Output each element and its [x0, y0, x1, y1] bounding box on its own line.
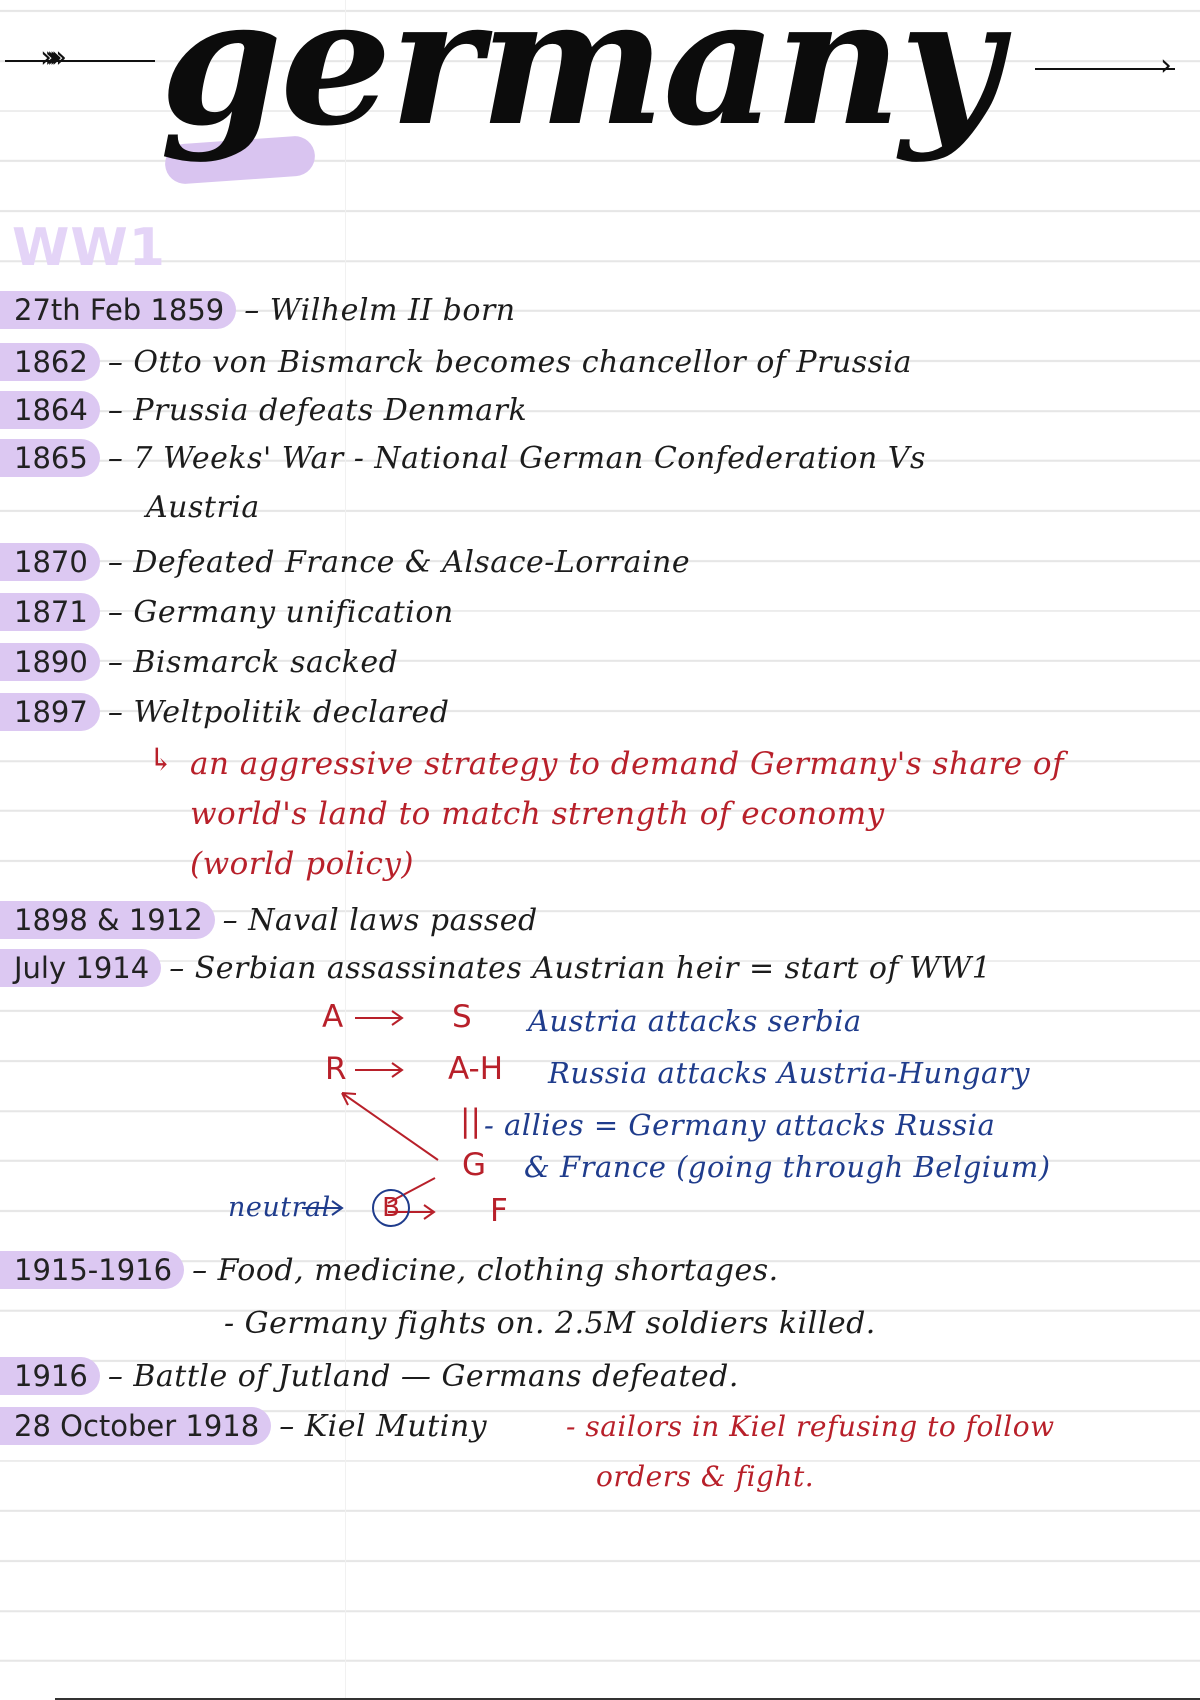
timeline-entry: [0, 288, 516, 332]
entry-text: – Otto von Bismarck becomes chancellor of Prussia: [108, 345, 912, 380]
page-title: germany: [160, 0, 1000, 165]
arrow-r-to-ah: [355, 1063, 402, 1077]
entry-date: 1915-1916: [0, 1251, 184, 1289]
entry-date: 1890: [0, 643, 100, 681]
timeline-entry: [0, 340, 912, 384]
timeline-entry: [0, 1354, 739, 1398]
neutral-label: neutral: [228, 1192, 331, 1223]
entry-text: – Food, medicine, clothing shortages.: [192, 1253, 779, 1288]
timeline-entry: [0, 898, 538, 942]
kiel-note-line: orders & fight.: [596, 1460, 815, 1493]
entry-text: – Battle of Jutland — Germans defeated.: [108, 1359, 739, 1394]
weltpolitik-note-line: world's land to match strength of economy: [190, 796, 885, 832]
entry-text: – Bismarck sacked: [108, 645, 399, 680]
entry-text: – Wilhelm II born: [244, 293, 515, 328]
entry-text: – Kiel Mutiny: [279, 1409, 487, 1444]
node-serbia: S: [452, 999, 472, 1035]
entry-date: 1897: [0, 693, 100, 731]
entry-date: 1898 & 1912: [0, 901, 215, 939]
entry-text: – Serbian assassinates Austrian heir = start of WW1: [169, 951, 991, 986]
entry-text: – Prussia defeats Denmark: [108, 393, 527, 428]
timeline-entry: [0, 590, 454, 634]
entry-continuation: Austria: [146, 490, 260, 525]
diagram-note: Russia attacks Austria-Hungary: [548, 1056, 1030, 1090]
arrow-head-icon: ›: [1160, 48, 1172, 83]
entry-continuation: - Germany fights on. 2.5M soldiers killed.: [224, 1306, 876, 1341]
allies-mark: ||: [460, 1103, 481, 1139]
weltpolitik-note-line: an aggressive strategy to demand Germany's share of: [190, 746, 1065, 782]
node-germany: G: [462, 1147, 487, 1183]
arrow-fletching-icon: »»»: [40, 40, 54, 75]
diagram-note: & France (going through Belgium): [524, 1150, 1051, 1184]
weltpolitik-note-arrow: ↳: [148, 742, 175, 778]
entry-date: 1916: [0, 1357, 100, 1395]
diagram-note: Austria attacks serbia: [528, 1004, 862, 1038]
weltpolitik-note-line: (world policy): [190, 846, 415, 882]
entry-date: 1871: [0, 593, 100, 631]
kiel-note-line: - sailors in Kiel refusing to follow: [566, 1410, 1055, 1443]
node-russia: R: [325, 1051, 347, 1087]
arrow-a-to-s: [355, 1011, 402, 1025]
timeline-entry: [0, 1404, 487, 1448]
timeline-entry: [0, 540, 690, 584]
node-belgium: B: [372, 1189, 410, 1227]
entry-date: 1865: [0, 439, 100, 477]
arrow-g-to-r: [342, 1093, 438, 1160]
entry-date: July 1914: [0, 949, 161, 987]
section-heading: WW1: [12, 218, 166, 278]
timeline-entry: [0, 1248, 779, 1292]
entry-text: – Germany unification: [108, 595, 454, 630]
node-austria-hungary: A-H: [448, 1051, 504, 1087]
timeline-entry: [0, 388, 527, 432]
timeline-entry: [0, 690, 450, 734]
diagram-note: - allies = Germany attacks Russia: [484, 1108, 996, 1142]
timeline-entry: [0, 946, 991, 990]
title-arrow-left: [5, 60, 155, 62]
entry-text: – Naval laws passed: [223, 903, 538, 938]
entry-date: 28 October 1918: [0, 1407, 271, 1445]
entry-text: – Defeated France & Alsace-Lorraine: [108, 545, 690, 580]
entry-text: – Weltpolitik declared: [108, 695, 450, 730]
entry-date: 1862: [0, 343, 100, 381]
title-arrow-right: [1035, 68, 1175, 70]
entry-date: 1870: [0, 543, 100, 581]
timeline-entry: [0, 436, 926, 480]
entry-date: 1864: [0, 391, 100, 429]
node-austria: A: [322, 999, 344, 1035]
node-france: F: [490, 1193, 508, 1229]
entry-date: 27th Feb 1859: [0, 291, 236, 329]
timeline-entry: [0, 640, 398, 684]
entry-text: – 7 Weeks' War - National German Confederation Vs: [108, 441, 926, 476]
